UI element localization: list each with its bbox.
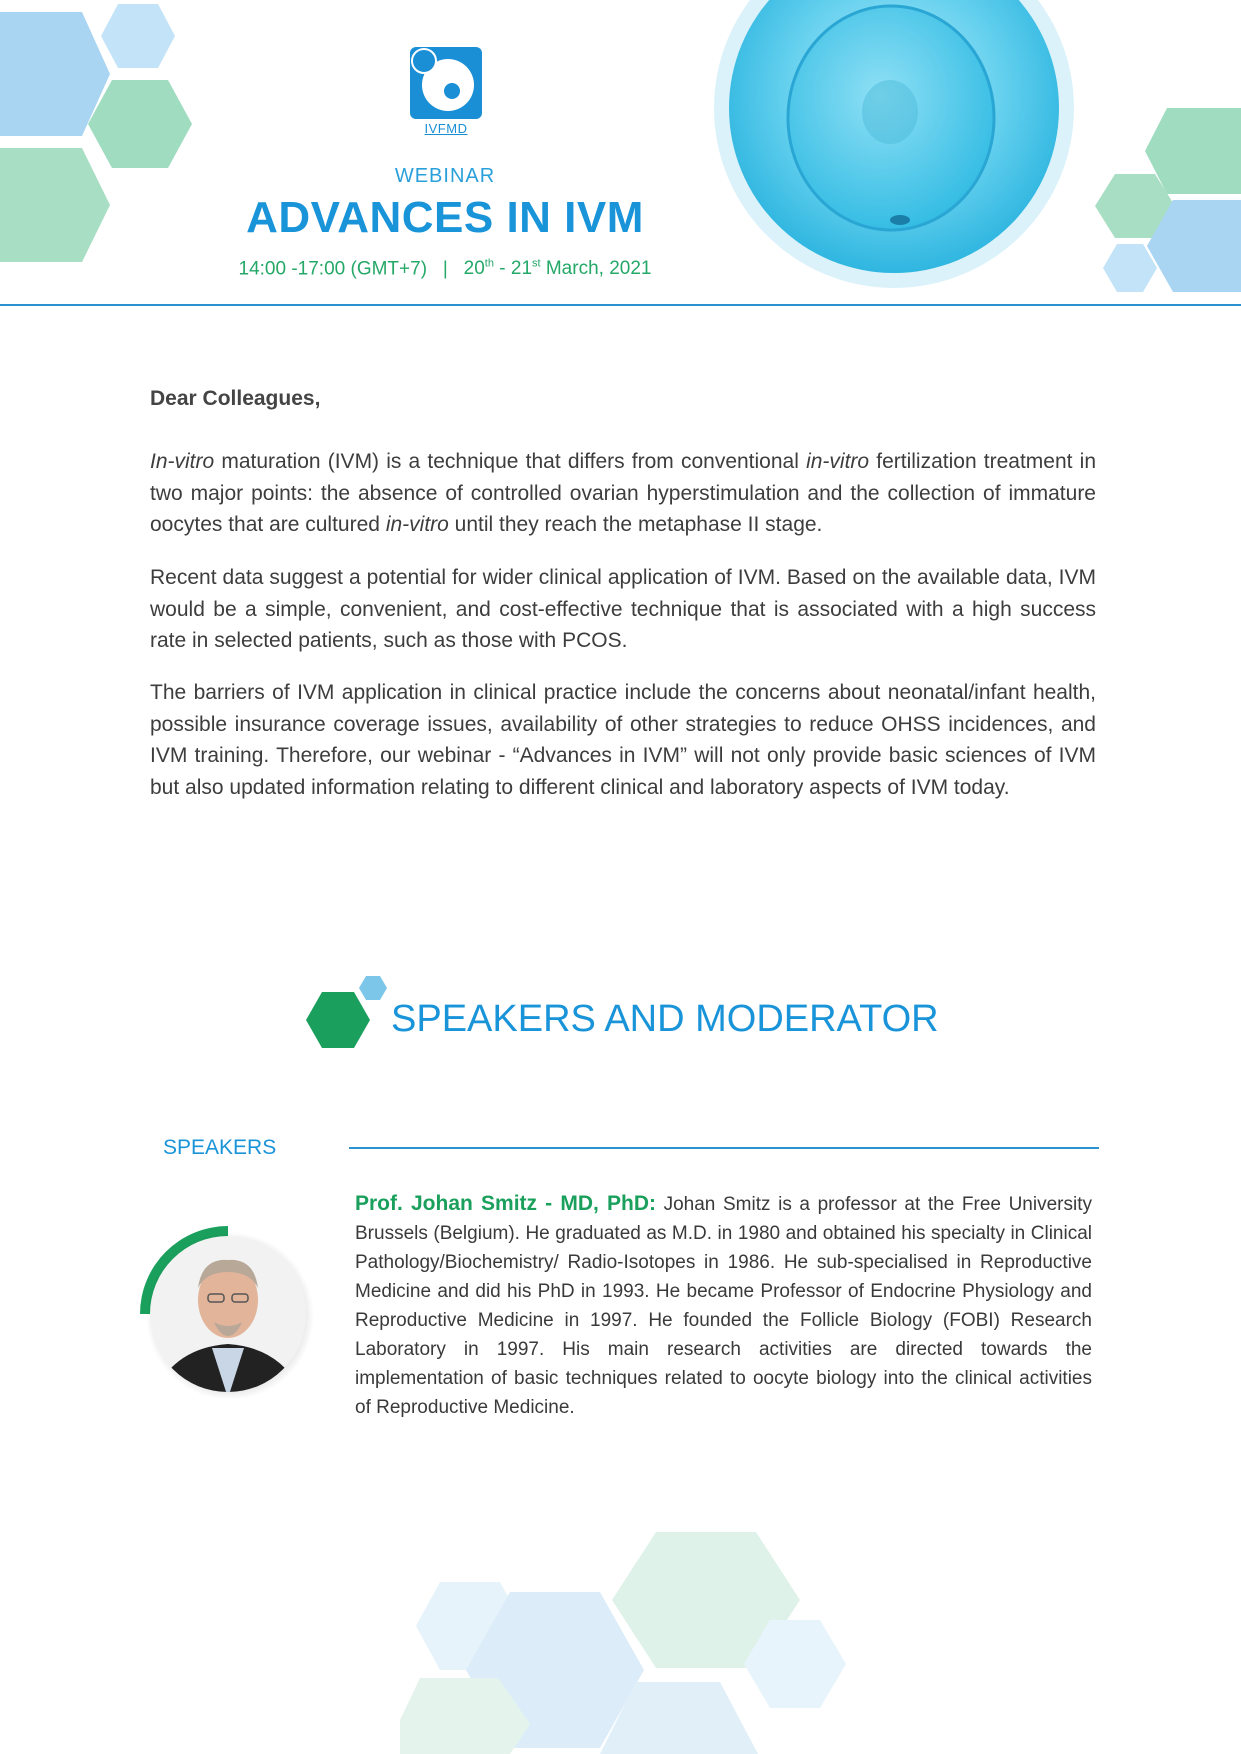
p1-text-3: until they reach the metaphase II stage. bbox=[448, 513, 823, 536]
speaker-bio bbox=[355, 1189, 1092, 1422]
p1-italic-1: In-vitro bbox=[150, 450, 215, 473]
event-time: 14:00 -17:00 (GMT+7) bbox=[238, 258, 428, 280]
date-end-suffix: st bbox=[532, 258, 541, 270]
event-date bbox=[464, 258, 652, 279]
speakers-divider bbox=[349, 1147, 1099, 1149]
date-end-day: 21 bbox=[510, 258, 533, 280]
salutation: Dear Colleagues, bbox=[150, 387, 321, 410]
hexagon-cluster-top-right bbox=[1095, 100, 1241, 300]
logo-text: IVFMD bbox=[424, 121, 468, 136]
webinar-label: WEBINAR bbox=[394, 165, 496, 187]
section-hexagon-icon bbox=[306, 974, 388, 1052]
p1-text-1: maturation (IVM) is a technique that differs from conventional bbox=[214, 450, 807, 473]
hexagon-cluster-top-left bbox=[0, 0, 200, 280]
p1-italic-2: in-vitro bbox=[806, 450, 870, 473]
paragraph-3: The barriers of IVM application in clinical practice include the concerns about neonatal/infant health, possible insurance coverage issues, availability of other strategies to reduce OHSS incidences, and IVM training. Therefore, our webinar - “Advances in IVM” will not only provide basic sciences of IVM but also updated information relating to different clinical and laboratory aspects of IVM today. bbox=[150, 681, 1096, 799]
paragraph-1 bbox=[150, 446, 1096, 541]
paragraph-2: Recent data suggest a potential for wider clinical application of IVM. Based on the available data, IVM would be a simple, convenient, and cost-effective technique that is associated with a high success rate in selected patients, such as those with PCOS. bbox=[150, 566, 1096, 652]
date-start-suffix: th bbox=[484, 258, 494, 270]
header-divider bbox=[0, 304, 1241, 306]
p1-italic-3: in-vitro bbox=[385, 513, 449, 536]
date-rest: March, 2021 bbox=[540, 258, 652, 280]
meta-separator: | bbox=[442, 258, 448, 280]
event-time-date bbox=[190, 258, 700, 280]
date-dash: - bbox=[493, 258, 511, 280]
p1-text-2: fertilization treatment in two major points: the absence of controlled ovarian hyperstimulation and the collection of immature oocytes that are cultured bbox=[150, 450, 1096, 536]
event-title: ADVANCES IN IVM bbox=[246, 193, 644, 242]
speaker-bio-text: Johan Smitz is a professor at the Free University Brussels (Belgium). He graduated as M.D. in 1980 and obtained his specialty in Clinical Pathology/Biochemistry/ Radio-Isotopes in 1986. He sub-specialised in Reproductive Medicine and did his PhD in 1993. He became Professor of Endocrine Physiology and Reproductive Medicine in 1997. He founded the Follicle Biology (FOBI) Research Laboratory in 1997. His main research activities are directed towards the implementation of basic techniques related to oocyte biology into the clinical activities of Reproductive Medicine. bbox=[355, 1194, 1092, 1418]
oocyte-image bbox=[710, 0, 1080, 290]
speakers-section-title: SPEAKERS AND MODERATOR bbox=[391, 998, 939, 1040]
ivfmd-logo-icon bbox=[410, 47, 482, 119]
speakers-subheading: SPEAKERS bbox=[163, 1136, 277, 1159]
date-start-day: 20 bbox=[463, 258, 485, 280]
speaker-name: Prof. Johan Smitz - MD, PhD: bbox=[355, 1192, 656, 1215]
speaker-avatar bbox=[132, 1218, 322, 1398]
hexagon-cluster-bottom bbox=[400, 1530, 910, 1754]
